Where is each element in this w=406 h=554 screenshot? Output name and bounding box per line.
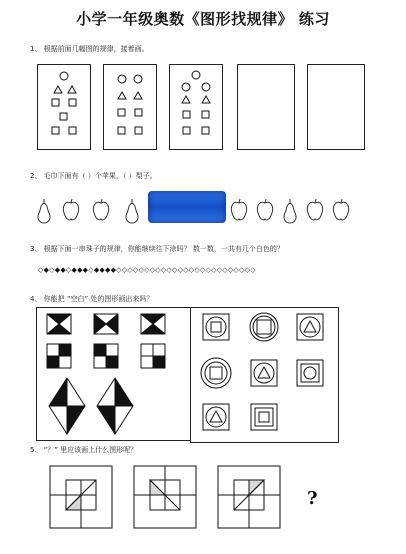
quartered-square <box>47 344 71 368</box>
kite-shape <box>97 378 133 434</box>
apple-icon <box>333 199 348 220</box>
q1-panel-5-empty[interactable] <box>307 64 365 150</box>
q4-right-shapes <box>191 308 338 442</box>
question-1-text: 1、 根据前面几幅图的规律，接着画。 <box>30 45 149 53</box>
q1-panel-1 <box>37 64 91 150</box>
question-5-text: 5、 “？” 里应该画上什么图形呢？ <box>30 446 138 454</box>
circle-circle-square <box>201 358 231 388</box>
q1-panel-4-empty[interactable] <box>237 64 295 150</box>
pear-icon <box>126 199 138 223</box>
pear-icon <box>38 199 50 223</box>
square-circle-triangle <box>203 404 229 430</box>
question-2-text: 2、 毛巾下面有（ ）个苹果，（ ）梨子。 <box>30 172 157 180</box>
circle-triangle <box>297 314 323 340</box>
q1-panel-3-shapes <box>170 65 222 149</box>
question-mark[interactable]: ? <box>307 488 318 509</box>
question-3-text: 3、 根据下面一串珠子的规律，你能继续往下涂吗？ 数一数，一共有几个白色的？ <box>30 245 284 253</box>
apple-icon <box>307 199 322 220</box>
q1-panel-2-shapes <box>104 65 156 149</box>
apple-icon <box>257 199 272 220</box>
blue-towel-image <box>148 191 226 223</box>
pear-icon <box>284 199 296 223</box>
square-circle-triangle <box>251 360 277 386</box>
q1-panel-2 <box>103 64 157 150</box>
square-square-square <box>251 404 277 430</box>
q1-panel-1-shapes <box>38 65 90 149</box>
apple-icon <box>93 199 108 220</box>
square-square-circle <box>297 360 323 386</box>
q5-figures <box>44 462 284 534</box>
bowtie-shape <box>94 314 118 334</box>
q4-left-shapes <box>37 308 190 440</box>
question-4-text: 4、 你能把 “空白” 处的图形画出来吗？ <box>30 295 154 303</box>
apple-icon <box>63 199 78 220</box>
overlap-squares-figure-2 <box>134 466 196 528</box>
square-circle-square <box>203 314 229 340</box>
q1-panel-3 <box>169 64 223 150</box>
kite-shape <box>49 378 85 434</box>
quartered-square <box>94 344 118 368</box>
q4-left-panel <box>36 307 191 441</box>
page-title: 小学一年级奥数《图形找规律》 练习 <box>76 10 330 28</box>
hourglass-shape <box>141 314 165 334</box>
bead-sequence: ◇◆◇◆◆◇◆◆◆◇◆◆◆◆◇◇◇◇◇◇◇◇◇◇◇◇◇◇◇◇◇◇◇◇◇◇◇◇◇ <box>38 266 256 274</box>
q4-right-panel <box>190 307 339 443</box>
quartered-square <box>141 344 165 368</box>
overlap-squares-figure-3 <box>218 466 280 528</box>
circle-square <box>250 313 278 341</box>
overlap-squares-figure-1 <box>50 466 112 528</box>
apple-icon <box>231 199 246 220</box>
hourglass-shape <box>47 314 71 334</box>
